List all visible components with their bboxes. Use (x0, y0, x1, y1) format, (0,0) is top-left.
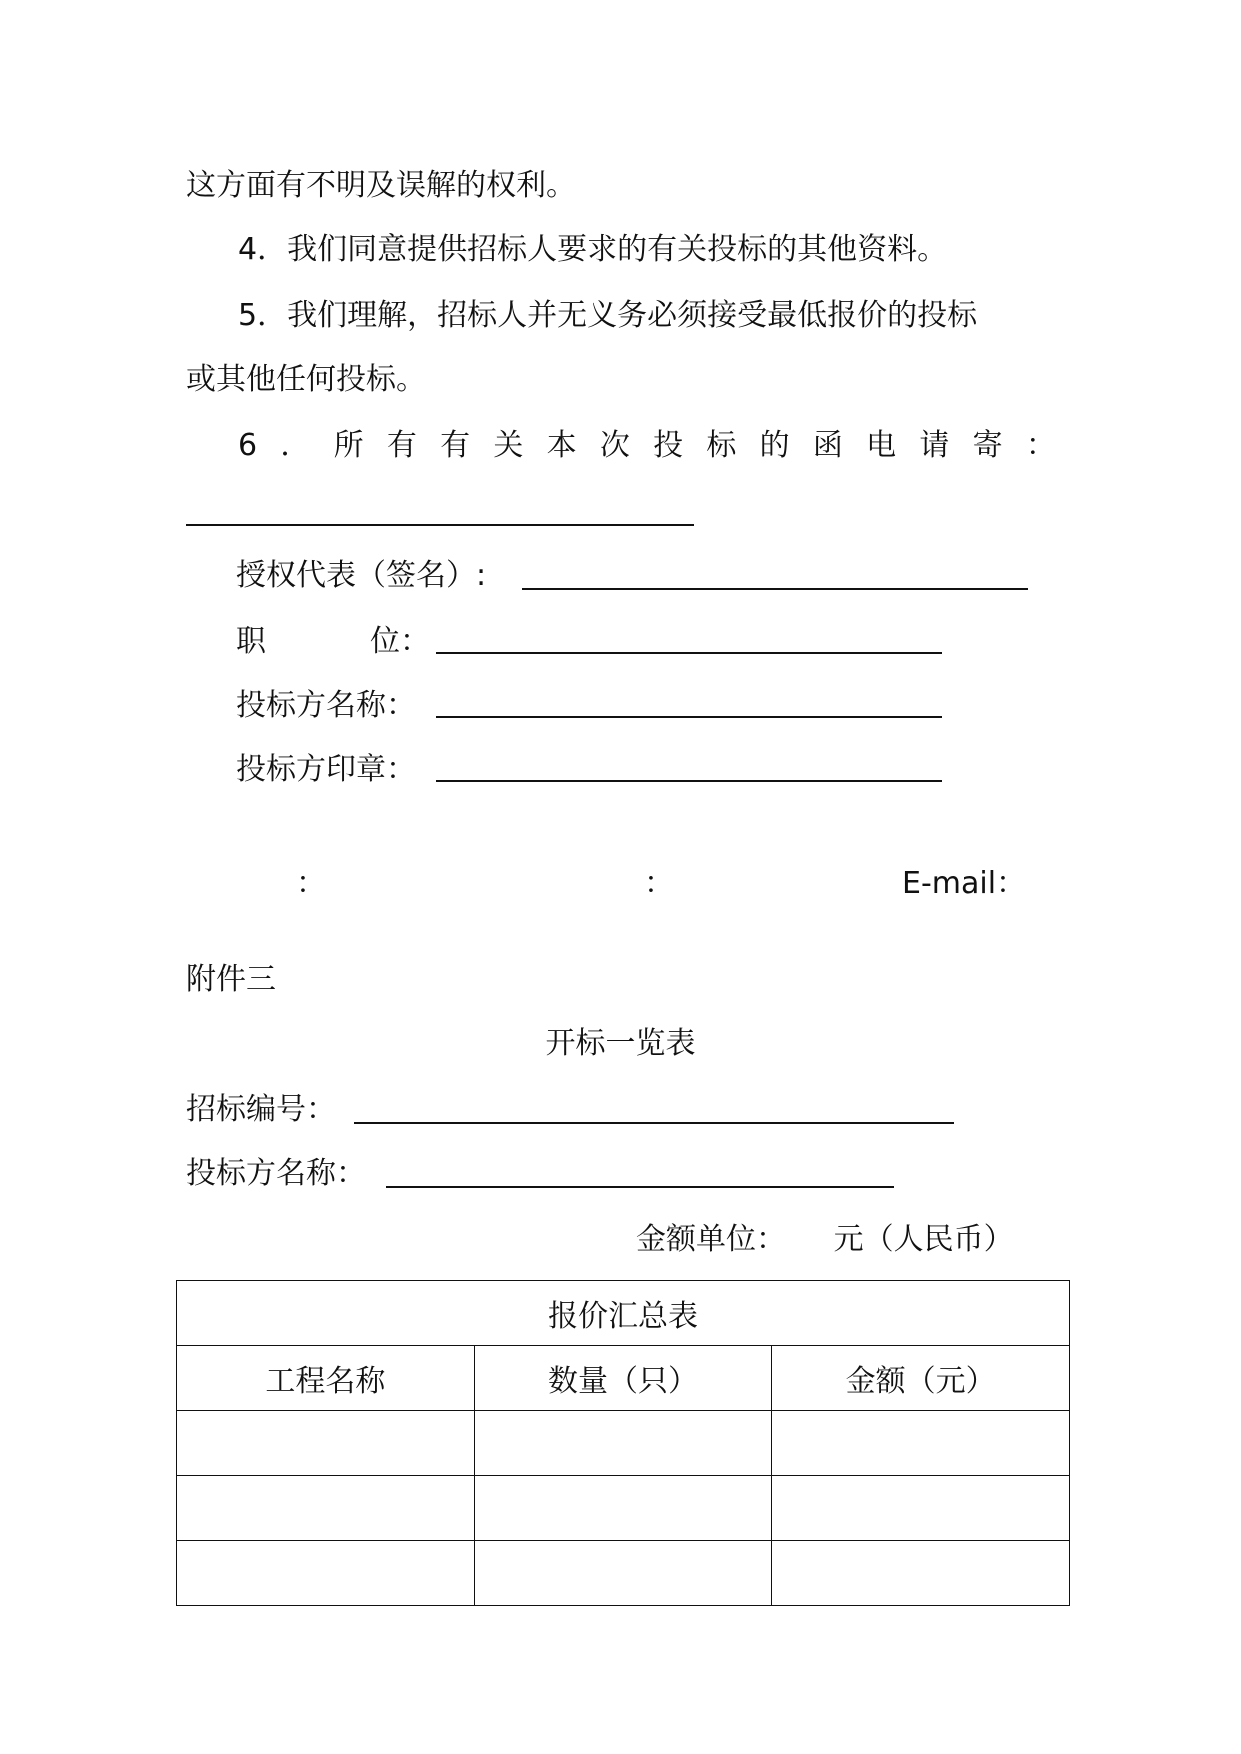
clause-6-text: 6 ． 所 有 有 关 本 次 投 标 的 函 电 请 寄 ： (238, 428, 1056, 463)
amount-unit-note: 金额单位： 元（人民币） (636, 1222, 1014, 1257)
attachment-title: 开标一览表 (545, 1026, 696, 1061)
bidder-seal-blank (436, 780, 942, 782)
table-cell (474, 1411, 772, 1476)
table-caption: 报价汇总表 (177, 1281, 1070, 1346)
table-cell (177, 1541, 475, 1606)
header-project-name: 工程名称 (177, 1346, 475, 1411)
address-blank-line (186, 524, 694, 526)
tender-number-blank (354, 1122, 954, 1124)
tender-number-label: 招标编号： (186, 1092, 336, 1127)
clause-4-text: 4．我们同意提供招标人要求的有关投标的其他资料。 (238, 232, 948, 267)
attachment-bidder-name-label: 投标方名称： (186, 1156, 366, 1191)
position-label-right: 位： (370, 624, 430, 659)
table-row (177, 1476, 1070, 1541)
attachment-label: 附件三 (186, 962, 276, 997)
table-cell (177, 1411, 475, 1476)
bidder-seal-label: 投标方印章： (236, 752, 416, 787)
quote-summary-table (176, 1280, 1070, 1606)
position-blank (436, 652, 942, 654)
body-text-line: 这方面有不明及误解的权利。 (186, 168, 576, 203)
table-cell (474, 1541, 772, 1606)
header-amount: 金额（元） (772, 1346, 1070, 1411)
table-row (177, 1541, 1070, 1606)
table-cell (772, 1541, 1070, 1606)
email-label: E-mail： (902, 866, 1027, 901)
table-cell (772, 1476, 1070, 1541)
rep-signature-label: 授权代表（签名）: (236, 558, 487, 593)
header-quantity: 数量（只） (474, 1346, 772, 1411)
bidder-name-blank (436, 716, 942, 718)
attachment-bidder-name-blank (386, 1186, 894, 1188)
table-row (177, 1411, 1070, 1476)
position-label-left: 职 (236, 624, 266, 659)
contact-colon-1: ： (296, 866, 326, 901)
table-cell (772, 1411, 1070, 1476)
bidder-name-label: 投标方名称： (236, 688, 416, 723)
contact-colon-2: ： (644, 866, 674, 901)
table-cell (177, 1476, 475, 1541)
clause-5-continuation: 或其他任何投标。 (186, 362, 426, 397)
table-cell (474, 1476, 772, 1541)
clause-5-text: 5．我们理解，招标人并无义务必须接受最低报价的投标 (238, 298, 978, 333)
rep-signature-blank (522, 588, 1028, 590)
